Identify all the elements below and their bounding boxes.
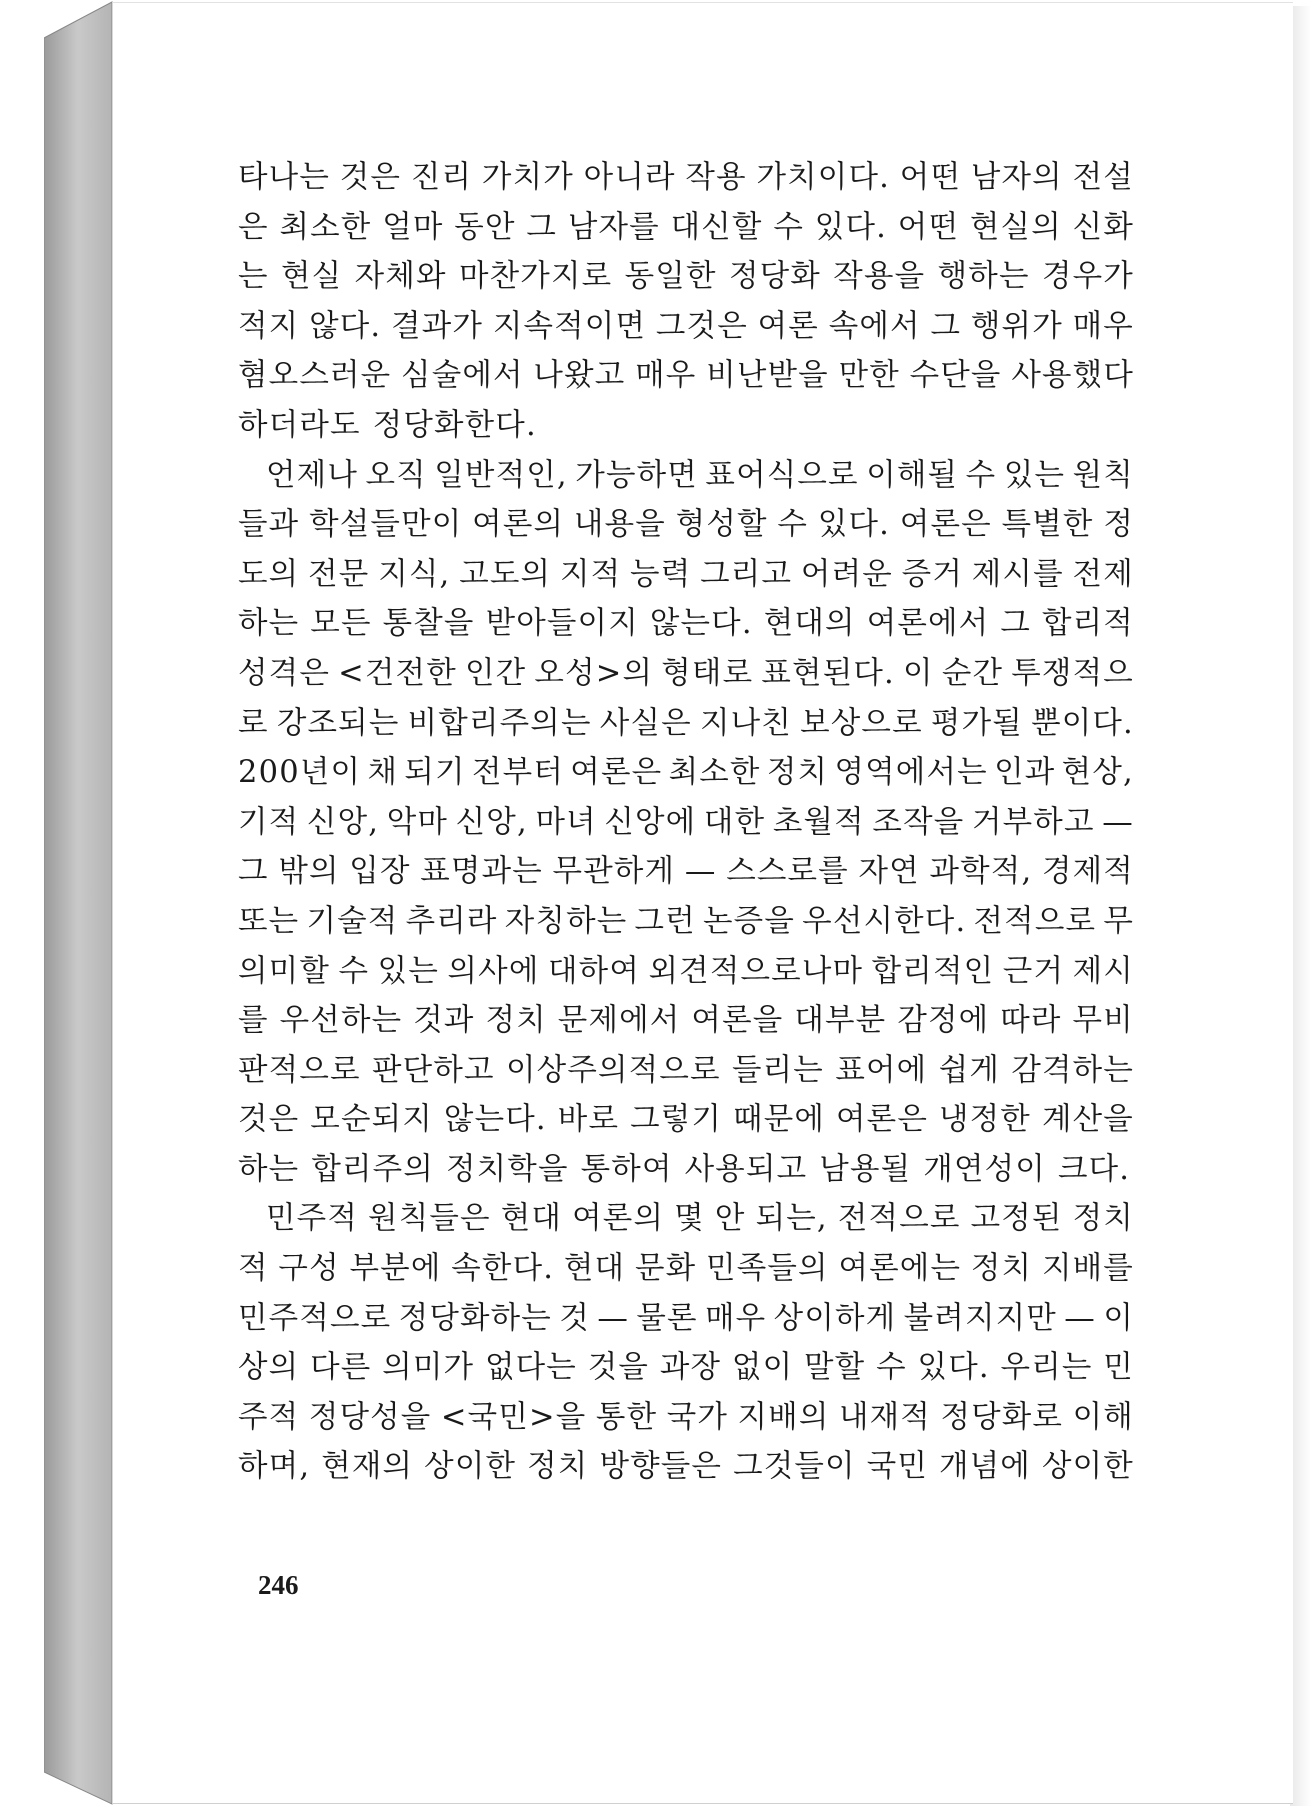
page-edge-shadow xyxy=(1290,6,1311,1806)
text-line: 로 강조되는 비합리주의는 사실은 지나친 보상으로 평가될 뿐이다. xyxy=(238,705,1134,741)
text-line: 성격은 <건전한 인간 오성>의 형태로 표현된다. 이 순간 투쟁적으 xyxy=(238,655,1134,691)
text-line: 주적 정당성을 <국민>을 통한 국가 지배의 내재적 정당화로 이해 xyxy=(238,1399,1134,1435)
text-line: 도의 전문 지식, 고도의 지적 능력 그리고 어려운 증거 제시를 전제 xyxy=(238,556,1134,592)
text-line: 그 밖의 입장 표명과는 무관하게 — 스스로를 자연 과학적, 경제적 xyxy=(238,854,1134,890)
text-line: 적 구성 부분에 속한다. 현대 문화 민족들의 여론에는 정치 지배를 xyxy=(238,1251,1134,1287)
text-line: 상의 다른 의미가 없다는 것을 과장 없이 말할 수 있다. 우리는 민 xyxy=(238,1350,1134,1386)
text-line: 하며, 현재의 상이한 정치 방향들은 그것들이 국민 개념에 상이한 xyxy=(238,1449,1134,1485)
text-line: 민주적 원칙들은 현대 여론의 몇 안 되는, 전적으로 고정된 정치 xyxy=(266,1201,1134,1237)
text-line: 혐오스러운 심술에서 나왔고 매우 비난받을 만한 수단을 사용했다 xyxy=(238,358,1134,394)
text-line: 타나는 것은 진리 가치가 아니라 작용 가치이다. 어떤 남자의 전설 xyxy=(238,160,1134,195)
text-line: 하는 합리주의 정치학을 통하여 사용되고 남용될 개연성이 크다. xyxy=(238,1151,1131,1187)
text-line: 들과 학설들만이 여론의 내용을 형성할 수 있다. 여론은 특별한 정 xyxy=(238,507,1134,543)
text-line: 기적 신앙, 악마 신앙, 마녀 신앙에 대한 초월적 조작을 거부하고 — xyxy=(238,804,1134,840)
text-line: 언제나 오직 일반적인, 가능하면 표어식으로 이해될 수 있는 원칙 xyxy=(266,457,1134,493)
page-number: 246 xyxy=(258,1570,299,1600)
text-line: 200년이 채 되기 전부터 여론은 최소한 정치 영역에서는 인과 현상, xyxy=(238,755,1134,791)
text-line: 판적으로 판단하고 이상주의적으로 들리는 표어에 쉽게 감격하는 xyxy=(238,1052,1134,1088)
text-line: 는 현실 자체와 마찬가지로 동일한 정당화 작용을 행하는 경우가 xyxy=(238,259,1134,295)
body-text xyxy=(238,153,1134,1492)
text-line: 적지 않다. 결과가 지속적이면 그것은 여론 속에서 그 행위가 매우 xyxy=(238,308,1134,344)
text-line: 의미할 수 있는 의사에 대하여 외견적으로나마 합리적인 근거 제시 xyxy=(238,953,1134,989)
text-line: 를 우선하는 것과 정치 문제에서 여론을 대부분 감정에 따라 무비 xyxy=(238,1003,1134,1039)
text-line: 또는 기술적 추리라 자칭하는 그런 논증을 우선시한다. 전적으로 무 xyxy=(238,903,1134,939)
text-line: 민주적으로 정당화하는 것 — 물론 매우 상이하게 불려지지만 — 이 xyxy=(238,1300,1134,1336)
book-spine xyxy=(44,0,114,1806)
text-line: 하더라도 정당화한다. xyxy=(238,407,537,443)
text-line: 것은 모순되지 않는다. 바로 그렇기 때문에 여론은 냉정한 계산을 xyxy=(238,1102,1134,1138)
text-line: 하는 모든 통찰을 받아들이지 않는다. 현대의 여론에서 그 합리적 xyxy=(238,606,1134,642)
text-line: 은 최소한 얼마 동안 그 남자를 대신할 수 있다. 어떤 현실의 신화 xyxy=(238,209,1134,245)
